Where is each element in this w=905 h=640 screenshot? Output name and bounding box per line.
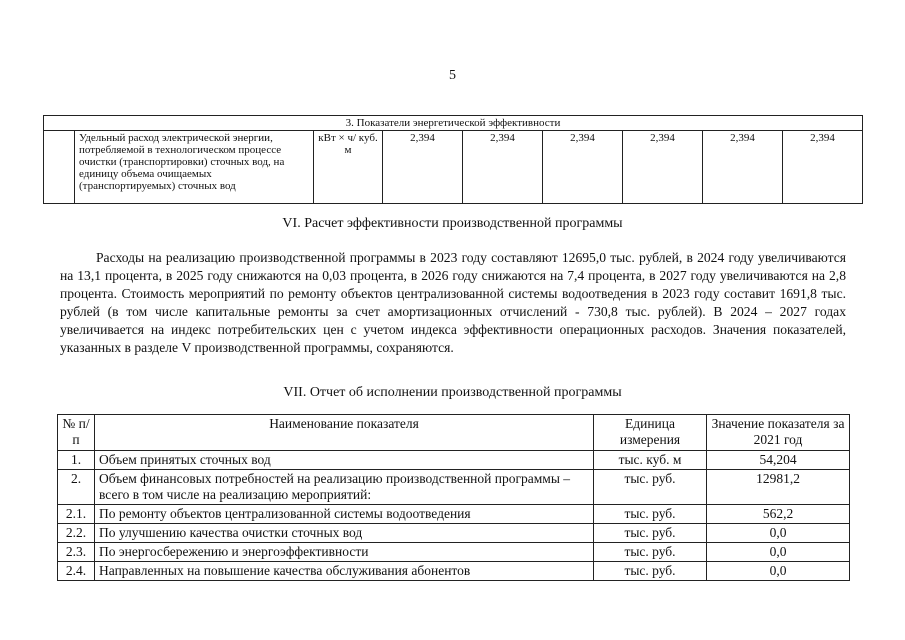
table-section-row bbox=[44, 116, 863, 131]
row-value: 54,204 bbox=[707, 451, 850, 470]
header-num: № п/п bbox=[58, 415, 95, 451]
indicator-value: 2,394 bbox=[463, 131, 543, 204]
row-number: 2.1. bbox=[58, 505, 95, 524]
header-name: Наименование показателя bbox=[95, 415, 594, 451]
table-row bbox=[58, 543, 850, 562]
row-value: 0,0 bbox=[707, 524, 850, 543]
row-value: 562,2 bbox=[707, 505, 850, 524]
row-unit: тыс. куб. м bbox=[594, 451, 707, 470]
row-value: 0,0 bbox=[707, 543, 850, 562]
section-6-paragraph: Расходы на реализацию производственной программы в 2023 году составляют 12695,0 тыс. рублей, в 2024 году увеличиваются на 13,1 процента, в 2025 году снижаются на 0,03 процента, в 2026 году снижаются на 7,4 процента, в 2027 году увеличиваются на 2,8 процента. Стоимость мероприятий по ремонту объектов централизованной системы водоотведения в 2023 году составит 1691,8 тыс. рублей (в том числе капитальные ремонты за счет амортизационных отчислений - 730,8 тыс. рублей). В 2024 – 2027 годах увеличивается на индекс потребительских цен с учетом индекса эффективности операционных расходов. Значения показателей, указанных в разделе V производственной программы, сохраняются. bbox=[60, 250, 846, 355]
row-number: 1. bbox=[58, 451, 95, 470]
table-row bbox=[58, 505, 850, 524]
row-name: Направленных на повышение качества обслуживания абонентов bbox=[95, 562, 594, 581]
table-row bbox=[58, 562, 850, 581]
section-title: 3. Показатели энергетической эффективности bbox=[44, 116, 863, 131]
row-unit: тыс. руб. bbox=[594, 562, 707, 581]
indicator-name: Удельный расход электрической энергии, потребляемой в технологическом процессе очистки (транспортировки) сточных вод, на единицу объема очищаемых (транспортируемых) сточных вод bbox=[75, 131, 314, 204]
execution-report-table bbox=[57, 414, 850, 581]
section-7-heading: VII. Отчет об исполнении производственной программы bbox=[283, 385, 622, 400]
table-row bbox=[58, 470, 850, 505]
row-value: 0,0 bbox=[707, 562, 850, 581]
energy-efficiency-table bbox=[43, 115, 863, 204]
row-number: 2.4. bbox=[58, 562, 95, 581]
indicator-value: 2,394 bbox=[383, 131, 463, 204]
row-value: 12981,2 bbox=[707, 470, 850, 505]
table-row bbox=[58, 524, 850, 543]
page-number: 5 bbox=[449, 68, 456, 83]
row-number bbox=[44, 131, 75, 204]
row-number: 2.2. bbox=[58, 524, 95, 543]
row-name: По улучшению качества очистки сточных вод bbox=[95, 524, 594, 543]
header-unit: Единица измерения bbox=[594, 415, 707, 451]
table-row bbox=[44, 131, 863, 204]
row-number: 2. bbox=[58, 470, 95, 505]
row-number: 2.3. bbox=[58, 543, 95, 562]
row-name: Объем финансовых потребностей на реализацию производственной программы – всего в том числе на реализацию мероприятий: bbox=[95, 470, 594, 505]
indicator-unit: кВт × ч/ куб. м bbox=[314, 131, 383, 204]
row-unit: тыс. руб. bbox=[594, 524, 707, 543]
indicator-value: 2,394 bbox=[623, 131, 703, 204]
row-name: По ремонту объектов централизованной системы водоотведения bbox=[95, 505, 594, 524]
indicator-value: 2,394 bbox=[703, 131, 783, 204]
row-unit: тыс. руб. bbox=[594, 543, 707, 562]
header-value: Значение показателя за 2021 год bbox=[707, 415, 850, 451]
section-6-heading: VI. Расчет эффективности производственной программы bbox=[282, 216, 623, 231]
row-unit: тыс. руб. bbox=[594, 470, 707, 505]
indicator-value: 2,394 bbox=[783, 131, 863, 204]
row-unit: тыс. руб. bbox=[594, 505, 707, 524]
row-name: По энергосбережению и энергоэффективности bbox=[95, 543, 594, 562]
indicator-value: 2,394 bbox=[543, 131, 623, 204]
table-header-row bbox=[58, 415, 850, 451]
table-row bbox=[58, 451, 850, 470]
row-name: Объем принятых сточных вод bbox=[95, 451, 594, 470]
